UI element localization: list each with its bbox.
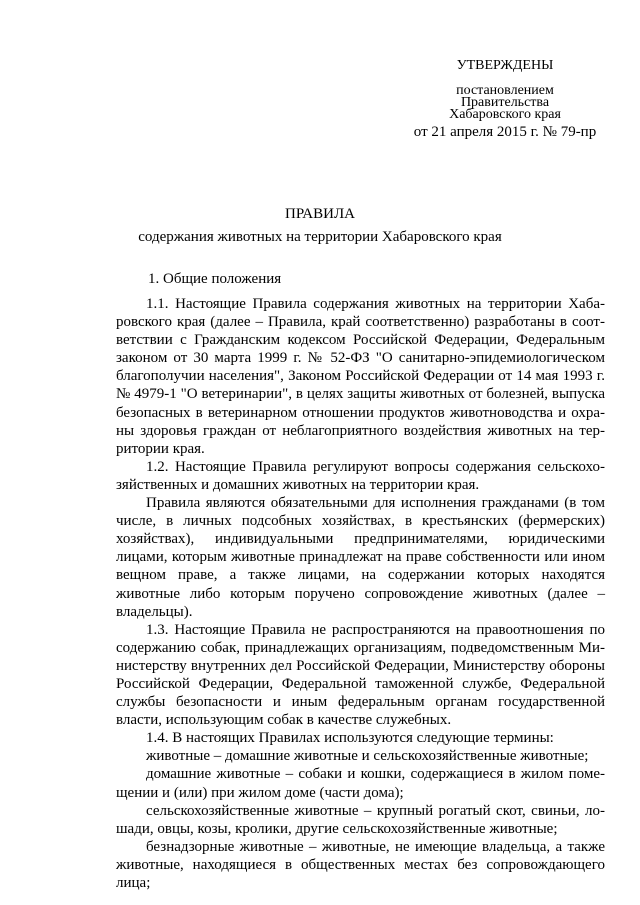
approval-line-1: постановлением (456, 83, 554, 98)
paragraph: безнадзорные животные – животные, не имеющие владельца, а также животные, находящиеся в общественных местах без сопровождающего лица; (116, 838, 605, 891)
paragraph: 1.2. Настоящие Правила регулируют вопросы содержания сельскохозяйственных и домашних животных на территории края. (116, 458, 605, 493)
paragraph: 1.4. В настоящих Правилах используются следующие термины: (146, 730, 554, 747)
document-body (116, 295, 605, 892)
paragraph: домашние животные – собаки и кошки, содержащиеся в жилом помещении и (или) при жилом доме (части дома); (116, 766, 605, 801)
section-heading: 1. Общие положения (148, 271, 282, 287)
paragraph: 1.3. Настоящие Правила не распространяются на правоотношения по содержанию собак, принадлежащих организациям, подведомственным Министерству внутренних дел Российской Федерации, Министерству обороны Российской Федерации, Федеральной таможенной службе, Федеральной службы безопасности и иным федеральным органам государственной власти, использующим собак в качестве служебных. (116, 621, 605, 729)
document-title: ПРАВИЛА (285, 206, 355, 222)
approval-line-2: Правительства (460, 95, 550, 110)
approval-date-number: от 21 апреля 2015 г. № 79-пр (413, 124, 597, 140)
paragraph: 1.1. Настоящие Правила содержания животных на территории Хабаровского края (далее – Правила, край соответственно) разработаны в соответствии с Гражданским кодексом Российской Федерации, Федеральным законом от 30 марта 1999 г. № 52-ФЗ "О санитарно-эпидемиологическом благополучии населения", Законом Российской Федерации от 14 мая 1993 г. № 4979-1 "О ветеринарии", в целях защиты животных от болезней, выпуска безопасных в ветеринарном отношении продуктов животноводства и охраны здоровья граждан от неблагоприятного воздействия животных на территории края. (116, 296, 605, 457)
approval-line-3: Хабаровского края (449, 107, 561, 122)
approval-heading: УТВЕРЖДЕНЫ (456, 58, 554, 73)
paragraph: животные – домашние животные и сельскохозяйственные животные; (146, 748, 589, 765)
paragraph: Правила являются обязательными для исполнения гражданами (в том числе, в личных подсобных хозяйствах, в крестьянских (фермерских) хозяйствах), индивидуальными предпринимателями, юридическими лицами, которым животные принадлежат на праве собственности или ином вещном праве, а также лицами, на содержании которых находятся животные либо которым поручено сопровождение животных (далее – владельцы). (116, 495, 605, 620)
paragraph: сельскохозяйственные животные – крупный рогатый скот, свиньи, лошади, овцы, козы, кролики, другие сельскохозяйственные животные; (116, 802, 605, 837)
document-subtitle: содержания животных на территории Хабаровского края (138, 229, 502, 245)
